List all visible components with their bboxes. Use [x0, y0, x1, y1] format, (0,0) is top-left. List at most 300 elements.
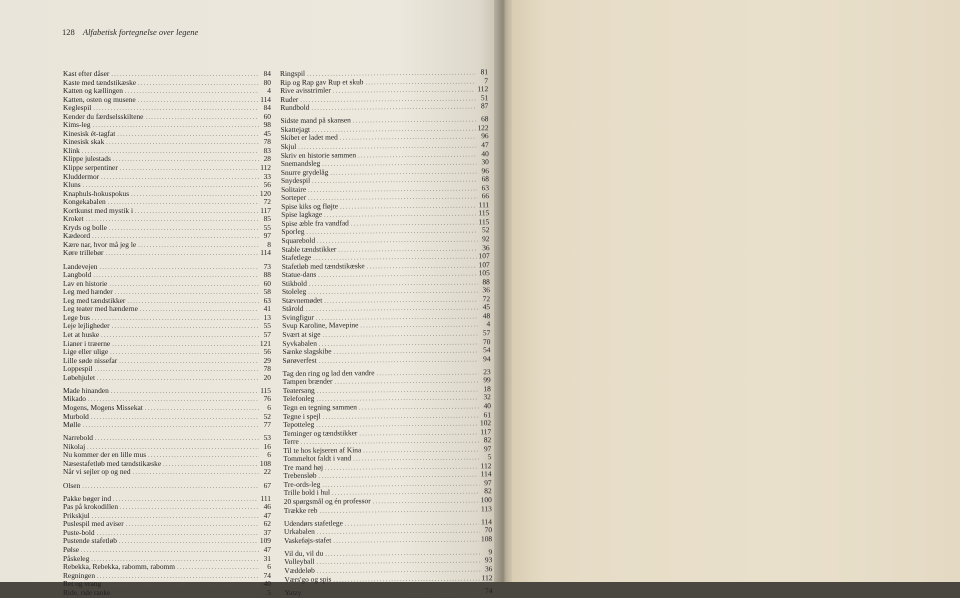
index-entry [63, 503, 271, 512]
entry-page-number: 60 [263, 278, 271, 288]
entry-name: Kortkunst med mystik i [63, 205, 134, 215]
entry-name: Lianer i træerne [63, 338, 111, 348]
index-column-left [63, 70, 271, 597]
entry-name: Narrebold [63, 433, 93, 443]
entry-name: Katten og kællingen [63, 86, 123, 96]
dot-leader [99, 264, 259, 273]
dot-leader [303, 588, 480, 598]
index-entry [63, 173, 271, 182]
index-entry [63, 249, 271, 258]
entry-name: Rebekka, Rebekka, rabomm, rabomm [63, 562, 176, 572]
index-entry [63, 421, 271, 430]
index-entry [63, 207, 271, 216]
entry-name: Pølse [63, 544, 80, 554]
dot-leader [113, 156, 259, 165]
entry-name: Knaphuls-hokuspokus [63, 188, 130, 198]
dot-leader [82, 483, 259, 492]
index-column-right [280, 68, 493, 597]
index-entry [63, 434, 271, 443]
entry-name: Stafetlege [281, 252, 312, 263]
dot-leader [112, 590, 259, 598]
dot-leader [133, 469, 259, 478]
entry-page-number: 80 [263, 77, 271, 87]
entry-page-number: 83 [263, 145, 271, 155]
entry-name: Kluddermor [63, 171, 100, 181]
entry-page-number: 66 [481, 191, 490, 201]
entry-page-number: 109 [259, 536, 271, 546]
index-entry [63, 413, 271, 422]
entry-name: Teatersang [282, 385, 315, 395]
entry-page-number: 18 [483, 384, 491, 394]
index-entry [281, 184, 489, 194]
entry-name: Langbold [63, 270, 92, 280]
entry-name: Løbehjulet [63, 372, 96, 382]
entry-page-number: 55 [263, 321, 271, 331]
entry-name: Rip og Rap gav Rup et skub [280, 76, 364, 87]
index-entry [281, 175, 489, 185]
dot-leader [109, 281, 259, 290]
index-entry [63, 387, 271, 396]
entry-name: Puste-bold [63, 527, 95, 537]
index-entry [63, 357, 271, 366]
dot-leader [83, 422, 259, 431]
entry-page-number: 45 [482, 302, 491, 312]
entry-page-number: 9 [488, 547, 493, 557]
dot-leader [93, 272, 259, 281]
entry-name: Trille bold i hul [283, 488, 331, 498]
entry-page-number: 87 [480, 101, 489, 111]
entry-name: Nikolaj [63, 441, 86, 451]
entry-page-number: 120 [259, 188, 271, 198]
entry-name: Loppespil [63, 364, 93, 374]
index-entry [282, 269, 490, 279]
entry-page-number: 105 [478, 268, 490, 278]
entry-page-number: 31 [263, 553, 271, 563]
entry-name: Pakke bøger ind [63, 493, 112, 503]
entry-name: Ride, ride ranke [63, 587, 111, 597]
entry-page-number: 78 [263, 137, 271, 147]
entry-name: Statue-dans [281, 269, 317, 280]
dot-leader [319, 506, 479, 516]
index-entry [283, 428, 491, 438]
entry-page-number: 5 [267, 587, 271, 597]
entry-name: Skriv en historie sammen [280, 149, 357, 160]
dot-leader [311, 103, 476, 113]
entry-name: Rundbold [280, 102, 310, 113]
entry-page-number: 112 [481, 572, 493, 582]
dot-leader [86, 216, 259, 225]
entry-page-number: 94 [483, 353, 491, 363]
index-entry [285, 587, 493, 597]
entry-page-number: 23 [483, 366, 491, 377]
index-entry [280, 85, 488, 95]
dot-leader [81, 547, 259, 556]
entry-page-number: 100 [480, 495, 492, 505]
index-entry [281, 133, 489, 143]
entry-page-number: 56 [263, 180, 271, 190]
entry-name: Svært at sige [282, 329, 321, 339]
entry-page-number: 54 [483, 345, 491, 355]
page-number: 128 [62, 27, 75, 37]
entry-page-number: 5 [487, 452, 492, 462]
entry-page-number: 70 [482, 336, 491, 346]
dot-leader [145, 405, 259, 414]
entry-page-number: 13 [263, 312, 271, 322]
dot-leader [106, 139, 259, 148]
dot-leader [117, 131, 259, 140]
entry-name: Puslespil med aviser [63, 519, 124, 529]
entry-name: Sidste mand på skansen [280, 115, 351, 126]
entry-name: Sørøverfest [282, 355, 317, 365]
entry-name: Udendørs stafetlege [283, 518, 343, 528]
entry-page-number: 58 [263, 287, 271, 297]
entry-name: Skibet er ladet med [280, 132, 338, 143]
entry-name: Stafetløb med tændstikæske [281, 260, 365, 271]
entry-page-number: 70 [484, 525, 493, 535]
entry-page-number: 4 [267, 86, 271, 96]
dot-leader [97, 530, 259, 539]
index-entry [63, 404, 271, 413]
entry-name: Sænke slagskibe [282, 346, 332, 357]
entry-name: Volleyball [284, 557, 315, 567]
entry-page-number: 28 [263, 154, 271, 164]
entry-name: Kryds og bolle [63, 222, 107, 232]
entry-page-number: 56 [263, 347, 271, 357]
dot-leader [126, 521, 259, 530]
entry-name: Mogens, Mogens Missekat [63, 402, 143, 412]
entry-page-number: 36 [482, 285, 490, 295]
dot-leader [95, 366, 259, 375]
entry-page-number: 82 [483, 435, 492, 445]
entry-page-number: 20 [263, 372, 271, 382]
index-entry [63, 546, 271, 555]
entry-page-number: 107 [478, 259, 490, 269]
entry-page-number: 6 [267, 450, 271, 460]
entry-name: Terre [283, 437, 299, 447]
index-entry [284, 557, 492, 567]
index-entry [282, 244, 490, 254]
entry-page-number: 32 [483, 392, 491, 402]
index-entry [284, 505, 492, 515]
entry-page-number: 115 [260, 385, 271, 395]
index-entry [63, 589, 271, 598]
entry-name: Stable tændstikker [281, 244, 337, 254]
entry-name: Kære nar, hvor må jeg le [63, 239, 137, 249]
entry-page-number: 107 [478, 251, 490, 261]
entry-page-number: 117 [480, 426, 492, 436]
entry-name: Snemandsleg [280, 158, 321, 169]
entry-name: Stævnemødet [281, 295, 323, 305]
entry-page-number: 93 [484, 555, 493, 565]
right-page-blank [512, 0, 960, 582]
dot-leader [109, 225, 259, 234]
entry-name: Regningen [63, 570, 96, 580]
dot-leader [113, 496, 258, 505]
entry-name: Pas på krokodillen [63, 502, 119, 512]
entry-name: Spise lagkage [281, 209, 323, 220]
entry-page-number: 29 [263, 355, 271, 365]
entry-page-number: 40 [483, 401, 491, 411]
entry-page-number: 114 [480, 469, 492, 479]
dot-leader [125, 88, 259, 97]
index-entry [281, 218, 489, 228]
entry-name: Ruder [280, 94, 299, 104]
entry-name: Leje lejligheder [63, 321, 110, 331]
dot-leader [112, 341, 258, 350]
entry-name: Kims-leg [63, 120, 91, 130]
index-entry [280, 116, 488, 126]
entry-name: Kluns [63, 180, 81, 190]
entry-name: Stoleleg [281, 287, 307, 297]
dot-leader [120, 504, 259, 513]
dot-leader [138, 80, 259, 89]
entry-page-number: 51 [480, 92, 489, 102]
dot-leader [97, 573, 259, 582]
entry-name: Tegne i spejl [282, 411, 321, 421]
entry-name: Leg med hænder [63, 287, 113, 297]
entry-name: Urkabalen [283, 526, 315, 537]
entry-page-number: 63 [263, 295, 271, 305]
entry-name: Lav en historie [63, 278, 108, 288]
entry-name: Svup Karoline, Mavepine [282, 320, 359, 331]
entry-name: Tre-ords-leg [283, 479, 321, 489]
entry-name: Telefonleg [282, 394, 315, 404]
index-entry [280, 102, 488, 112]
entry-name: Let at huske [63, 330, 100, 339]
entry-page-number: 57 [482, 328, 491, 338]
entry-name: Tag den ring og lad den vandre [282, 367, 375, 378]
index-entry [63, 96, 271, 105]
index-entry [284, 548, 492, 558]
entry-name: Lige eller ulige [63, 347, 109, 357]
entry-page-number: 112 [260, 163, 271, 173]
entry-page-number: 37 [263, 527, 271, 537]
dot-leader [177, 564, 259, 573]
entry-page-number: 16 [263, 441, 271, 451]
entry-name: Tampen brænder [282, 376, 333, 387]
entry-name: Katten, osten og musene [63, 94, 136, 104]
dot-leader [111, 388, 258, 397]
entry-page-number: 97 [263, 231, 271, 241]
entry-page-number: 47 [481, 140, 489, 150]
dot-leader [148, 452, 259, 461]
entry-page-number: 96 [481, 165, 489, 175]
entry-page-number: 74 [263, 570, 271, 580]
entry-page-number: 76 [263, 394, 271, 404]
entry-page-number: 7 [484, 75, 489, 85]
entry-page-number: 97 [484, 478, 492, 488]
entry-page-number: 8 [267, 239, 271, 249]
entry-name: Olsen [63, 480, 81, 490]
entry-page-number: 6 [267, 562, 271, 572]
entry-name: Når vi sejler op og ned [63, 467, 131, 477]
entry-name: Leg med tændstikker [63, 295, 126, 305]
entry-page-number: 53 [263, 433, 271, 443]
entry-page-number: 72 [263, 197, 271, 207]
entry-page-number: 62 [263, 519, 271, 529]
entry-name: Vaskeføjs-stafet [284, 535, 332, 545]
entry-name: Spise æble fra vandfad [281, 218, 349, 228]
index-entry [63, 468, 271, 477]
dot-leader [319, 356, 479, 366]
index-entry [63, 224, 271, 233]
dot-leader [131, 191, 258, 200]
entry-name: Svingfigur [282, 312, 314, 322]
entry-name: Ret og vrang [63, 579, 102, 589]
entry-page-number: 111 [478, 199, 490, 210]
entry-name: Kender du færdselsskiltene [63, 111, 144, 121]
entry-name: Murbold [63, 411, 89, 421]
entry-page-number: 88 [263, 270, 271, 280]
index-entry [63, 305, 271, 314]
entry-name: Terninger og tændstikker [283, 427, 358, 438]
entry-page-number: 55 [263, 222, 271, 232]
entry-name: Klink [63, 145, 80, 155]
entry-name: Til te hos kejseren af Kina [283, 445, 362, 455]
entry-name: Skattejagt [280, 124, 311, 134]
entry-name: Lege bus [63, 312, 90, 322]
dot-leader [145, 114, 259, 123]
index-entry [284, 518, 492, 528]
index-entry [283, 411, 491, 421]
entry-page-number: 115 [478, 217, 490, 227]
index-entry [282, 295, 490, 305]
book-gutter [494, 0, 514, 582]
entry-name: Sporleg [281, 227, 305, 237]
page-header [62, 27, 198, 37]
entry-name: Væddeløb [284, 565, 315, 575]
entry-page-number: 63 [481, 182, 490, 192]
dot-leader [105, 250, 258, 259]
entry-name: Tegn en tegning sammen [282, 402, 357, 412]
entry-name: Kaste med tændstikæske [63, 77, 137, 87]
index-entry [284, 574, 492, 584]
dot-leader [101, 332, 259, 341]
entry-name: Kædeord [63, 231, 91, 241]
entry-name: Vil du, vil du [284, 548, 324, 558]
entry-page-number: 4 [486, 319, 491, 329]
entry-page-number: 67 [263, 480, 271, 490]
entry-name: Tre mand høj [283, 462, 324, 472]
entry-name: Yatzy [284, 587, 302, 597]
entry-name: Mikado [63, 394, 86, 404]
entry-page-number: 46 [263, 502, 271, 512]
entry-name: Prikskjul [63, 510, 90, 520]
index-entry [284, 535, 492, 545]
entry-name: Solitaire [281, 184, 307, 194]
entry-page-number: 47 [263, 544, 271, 554]
entry-page-number: 111 [260, 493, 271, 503]
entry-name: Leg teater med hænderne [63, 304, 138, 314]
dot-leader [119, 538, 258, 547]
entry-page-number: 36 [482, 242, 490, 252]
entry-name: Made hinanden [63, 385, 109, 395]
entry-page-number: 52 [263, 411, 271, 421]
index-entry [281, 167, 489, 177]
entry-name: Syvkabalen [282, 338, 317, 348]
entry-name: Lille søde nissefar [63, 355, 118, 365]
index-entry [283, 355, 491, 365]
entry-page-number: 97 [483, 443, 492, 453]
dot-leader [91, 414, 259, 423]
entry-name: Sorteper [281, 193, 307, 203]
entry-page-number: 40 [263, 579, 271, 589]
running-title: Alfabetisk fortegnelse over legene [82, 27, 199, 37]
dot-leader [97, 375, 259, 384]
entry-name: Klippe julestads [63, 154, 111, 164]
entry-page-number: 98 [263, 120, 271, 130]
entry-name: Værs'go og spis [284, 574, 332, 584]
entry-name: Kast efter dåser [63, 69, 110, 78]
dot-leader [92, 315, 259, 324]
entry-name: Skjul [280, 141, 297, 151]
dot-leader [115, 289, 259, 298]
entry-page-number: 68 [481, 174, 489, 184]
entry-name: Klippe serpentiner [63, 163, 118, 173]
entry-name: Pustende stafetløb [63, 536, 117, 546]
entry-name: 20 spørgsmål og én professor [283, 496, 371, 506]
entry-page-number: 40 [481, 148, 489, 158]
entry-page-number: 61 [483, 409, 492, 419]
entry-page-number: 85 [263, 214, 271, 224]
dot-leader [138, 97, 259, 106]
entry-page-number: 112 [480, 460, 492, 471]
entry-name: Kinesisk ét-tagfat [63, 128, 116, 138]
dot-leader [112, 323, 259, 332]
entry-page-number: 72 [482, 293, 491, 304]
entry-name: Køre trillebør [63, 248, 104, 258]
entry-name: Squarebold [281, 235, 316, 245]
entry-page-number: 99 [483, 375, 491, 385]
entry-page-number: 114 [260, 94, 271, 104]
entry-page-number: 113 [480, 503, 492, 513]
entry-name: Næsestafetløb med tændstikæske [63, 458, 162, 468]
entry-page-number: 60 [263, 111, 271, 121]
entry-name: Nu kommer der en lille mus [63, 450, 147, 460]
index-entry [63, 113, 271, 122]
dot-leader [163, 461, 258, 470]
entry-page-number: 82 [484, 486, 492, 496]
entry-name: Landevejen [63, 261, 98, 271]
entry-page-number: 114 [260, 248, 271, 258]
entry-page-number: 78 [263, 364, 271, 374]
dot-leader [103, 581, 259, 590]
entry-page-number: 68 [481, 114, 489, 124]
dot-leader [120, 165, 258, 174]
dot-leader [138, 242, 259, 251]
index-entry [63, 537, 271, 546]
entry-page-number: 6 [267, 402, 271, 412]
entry-name: Stikbold [281, 278, 307, 288]
entry-page-number: 77 [263, 420, 271, 430]
entry-name: Tommeltot faldt i vand [283, 453, 352, 464]
entry-name: Ringspil [279, 68, 306, 78]
entry-name: Keglespil [63, 103, 92, 113]
entry-page-number: 57 [263, 330, 271, 339]
dot-leader [119, 358, 259, 367]
entry-name: Mølle [63, 420, 81, 430]
entry-page-number: 88 [482, 276, 490, 286]
entry-page-number: 108 [480, 533, 493, 544]
entry-page-number: 84 [263, 103, 271, 113]
entry-name: Trebensløb [283, 471, 317, 481]
entry-name: Kroket [63, 214, 84, 224]
dot-leader [140, 306, 259, 315]
entry-page-number: 52 [481, 225, 490, 235]
dot-leader [101, 174, 259, 183]
entry-page-number: 74 [485, 585, 493, 595]
dot-leader [95, 435, 259, 444]
